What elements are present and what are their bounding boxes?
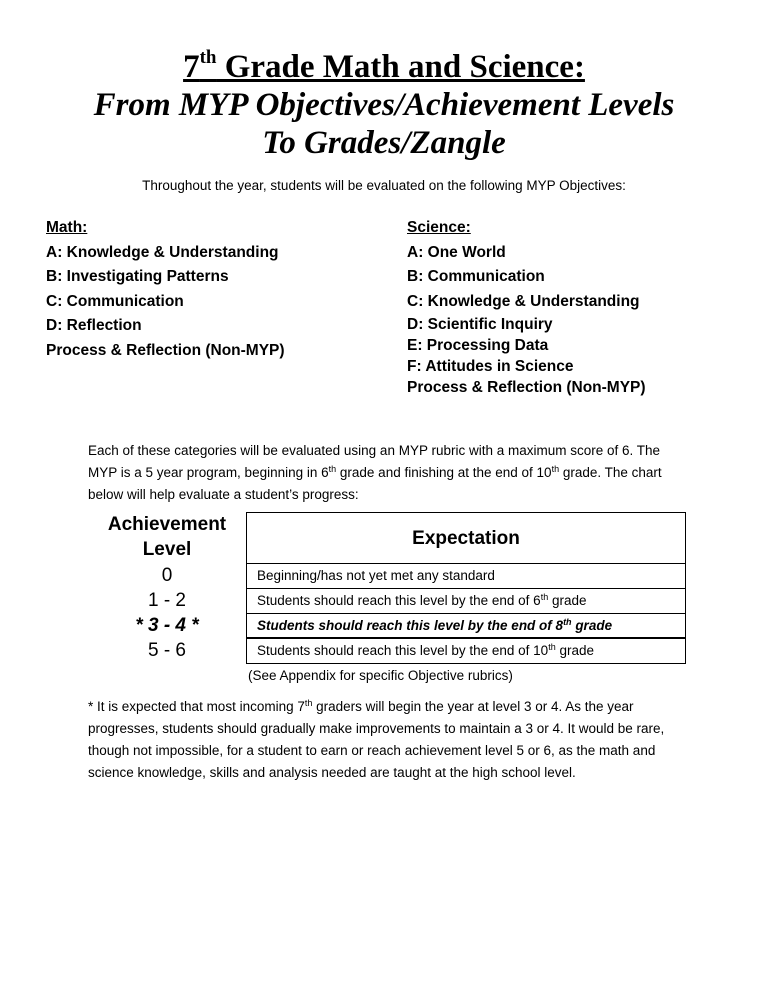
- rubric-paragraph: Each of these categories will be evaluated using an MYP rubric with a maximum score of 6. The MYP is a 5 year program, beginning in 6th grade and finishing at the end of 10th grade. The chart below will help evaluate a student’s progress:: [88, 443, 662, 502]
- appendix-note: (See Appendix for specific Objective rubrics): [248, 668, 513, 683]
- science-heading: Science:: [407, 219, 471, 236]
- expectation-cell-highlighted: Students should reach this level by the end of 8th grade: [246, 614, 686, 639]
- level-cell-highlighted: * 3 - 4 *: [135, 615, 199, 636]
- title-line-3: To Grades/Zangle: [262, 125, 506, 161]
- science-objective-item: E: Processing Data: [407, 337, 549, 354]
- math-objective-item: A: Knowledge & Understanding: [46, 243, 279, 261]
- science-objective-item: A: One World: [407, 243, 506, 261]
- achievement-table: [88, 512, 686, 663]
- intro-text: Throughout the year, students will be evaluated on the following MYP Objectives:: [142, 178, 626, 193]
- math-objective-item: B: Investigating Patterns: [46, 268, 229, 285]
- science-objective-item: F: Attitudes in Science: [407, 358, 574, 375]
- title-line-2: From MYP Objectives/Achievement Levels: [93, 87, 675, 123]
- math-objective-item: Process & Reflection (Non-MYP): [46, 341, 285, 359]
- level-cell: 0: [161, 565, 173, 586]
- expectation-cell: Students should reach this level by the end of 6th grade: [246, 589, 686, 614]
- achievement-level-header: Achievement Level: [107, 514, 227, 560]
- document-title: [0, 48, 768, 162]
- math-objectives: [46, 216, 285, 363]
- expectation-header: Expectation: [246, 512, 686, 564]
- science-objectives: [407, 216, 646, 398]
- footnote-paragraph: * It is expected that most incoming 7th graders will begin the year at level 3 or 4. As the year progresses, students should gradually make improvements to maintain a 3 or 4. It would be rare, though not impossible, for a student to earn or reach achievement level 5 or 6, as the math and science knowledge, skills and analysis needed are taught at the high school level.: [88, 698, 665, 780]
- science-objective-item: Process & Reflection (Non-MYP): [407, 379, 646, 396]
- science-objective-item: C: Knowledge & Understanding: [407, 292, 640, 310]
- level-cell: 1 - 2: [147, 590, 187, 611]
- science-objective-item: B: Communication: [407, 268, 545, 285]
- math-objective-item: C: Communication: [46, 292, 184, 310]
- math-objective-item: D: Reflection: [46, 317, 142, 334]
- level-cell: 5 - 6: [147, 640, 187, 661]
- title-line-1: 7th Grade Math and Science:: [183, 47, 585, 85]
- expectation-cell: Beginning/has not yet met any standard: [246, 564, 686, 589]
- expectation-cell: Students should reach this level by the end of 10th grade: [246, 639, 686, 664]
- math-heading: Math:: [46, 219, 88, 236]
- science-objective-item: D: Scientific Inquiry: [407, 316, 553, 333]
